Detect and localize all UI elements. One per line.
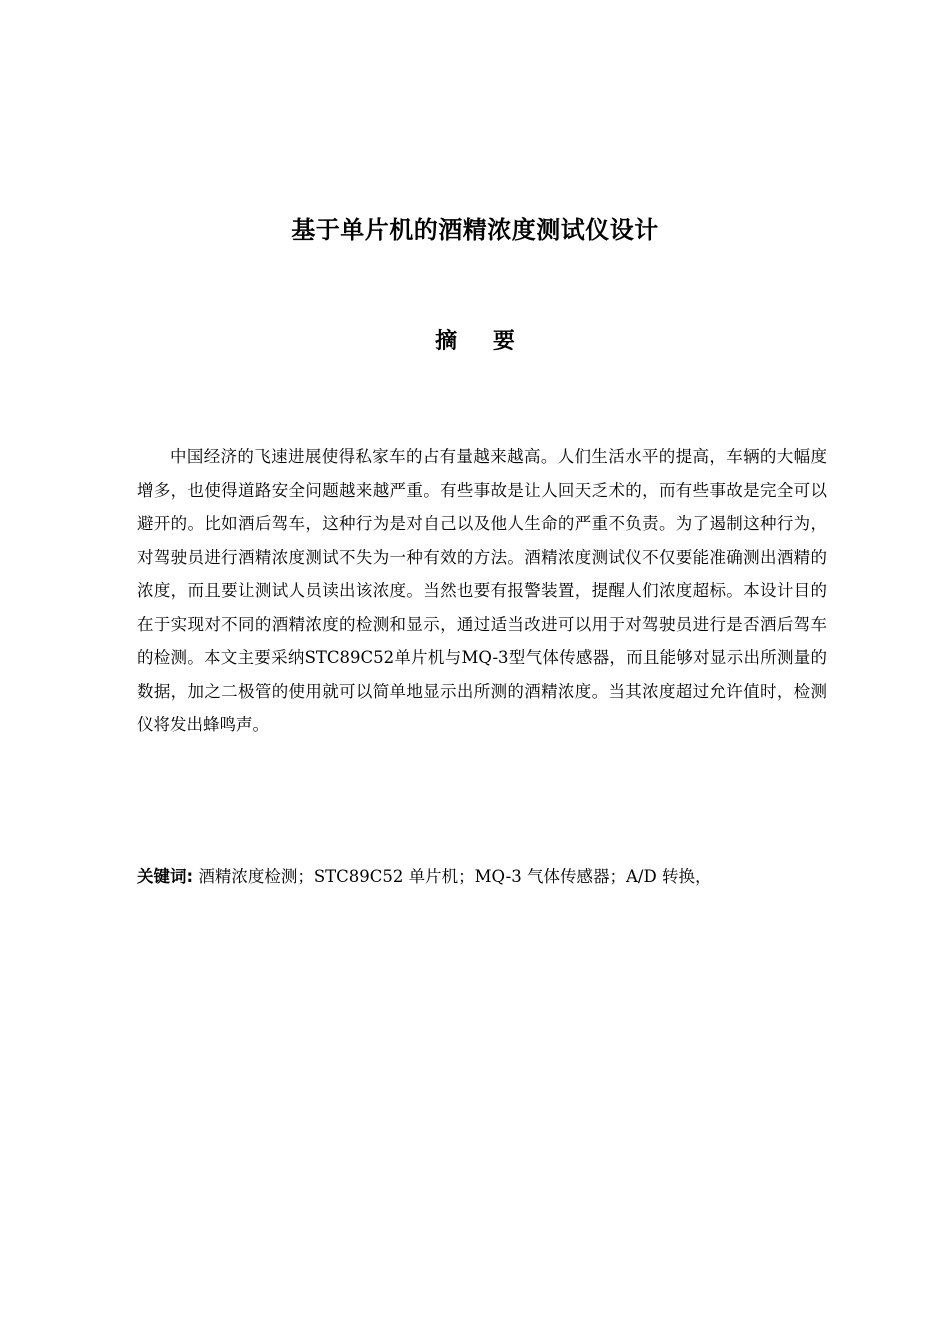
keywords-label: 关键词: — [137, 867, 194, 886]
abstract-heading: 摘 要 — [435, 329, 529, 354]
document-title: 基于单片机的酒精浓度测试仪设计 — [291, 216, 659, 244]
abstract-body: 中国经济的飞速进展使得私家车的占有量越来越高。人们生活水平的提高，车辆的大幅度增多，也使得道路安全问题越来越严重。有些事故是让人回天乏术的，而有些事故是完全可以避开的。比如酒后驾车，这种行为是对自己以及他人生命的严重不负责。为了遏制这种行为，对驾驶员进行酒精浓度测试不失为一种有效的方法。酒精浓度测试仪不仅要能准确测出酒精的浓度，而且要让测试人员读出该浓度。当然也要有报警装置，提醒人们浓度超标。本设计目的在于实现对不同的酒精浓度的检测和显示，通过适当改进可以用于对驾驶员进行是否酒后驾车的检测。本文主要采纳STC89C52单片机与MQ-3型气体传感器，而且能够对显示出所测量的数据，加之二极管的使用就可以简单地显示出所测的酒精浓度。当其浓度超过允许值时，检测仪将发出蜂鸣声。 — [137, 447, 827, 734]
keywords-line — [137, 860, 827, 893]
keywords-text: 酒精浓度检测；STC89C52 单片机；MQ-3 气体传感器；A/D 转换， — [193, 867, 712, 886]
